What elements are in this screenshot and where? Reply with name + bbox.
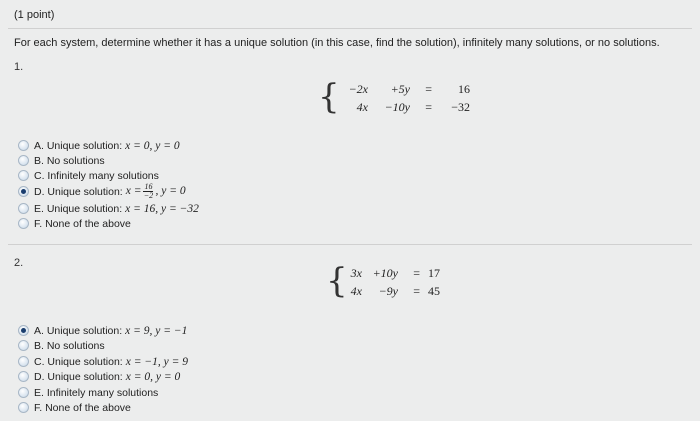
radio-button[interactable] (18, 170, 29, 181)
option-math-pre: x = (125, 185, 142, 198)
q2-option-f[interactable] (18, 400, 131, 415)
option-label: B. No solutions (34, 339, 105, 352)
q2-r1-y: +10y (372, 266, 398, 280)
option-label: E. Unique solution: (34, 202, 123, 215)
q2-option-c[interactable] (18, 354, 188, 369)
radio-button[interactable] (18, 340, 29, 351)
fraction-denominator: −2 (143, 191, 154, 200)
q1-option-d[interactable] (18, 184, 186, 199)
q2-option-a[interactable] (18, 323, 187, 338)
q2-r2-rhs: 45 (428, 284, 440, 298)
option-label: D. Unique solution: (34, 185, 123, 198)
option-label: F. None of the above (34, 401, 131, 414)
q2-option-e[interactable] (18, 385, 158, 400)
option-math: x = −1, y = 9 (125, 355, 188, 368)
q2-option-d[interactable] (18, 369, 180, 384)
question-divider (8, 244, 692, 245)
q2-r1-eq: = (413, 266, 420, 280)
q1-r1-y: +5y (390, 82, 410, 96)
q1-option-f[interactable] (18, 216, 131, 231)
header-divider (8, 28, 692, 29)
option-label: A. Unique solution: (34, 139, 123, 152)
radio-button[interactable] (18, 402, 29, 413)
q1-r1-x: −2x (348, 82, 368, 96)
q1-r2-eq: = (425, 100, 432, 114)
q2-r1-rhs: 17 (428, 266, 440, 280)
option-label: E. Infinitely many solutions (34, 386, 159, 399)
radio-button[interactable] (18, 140, 29, 151)
instructions-text: For each system, determine whether it has a unique solution (in this case, find the solution), infinitely many solutions, or no solutions. (14, 37, 660, 49)
option-label: C. Infinitely many solutions (34, 169, 159, 182)
radio-button-selected[interactable] (18, 186, 29, 197)
q2-r2-x: 4x (350, 284, 362, 298)
q1-option-a[interactable] (18, 138, 180, 153)
option-label: D. Unique solution: (34, 370, 123, 383)
q1-option-e[interactable] (18, 201, 199, 216)
radio-button[interactable] (18, 203, 29, 214)
q2-system (326, 262, 476, 302)
q1-system (318, 78, 478, 118)
option-label: C. Unique solution: (34, 355, 123, 368)
q2-option-b[interactable] (18, 338, 105, 353)
question-1-number: 1. (14, 61, 24, 73)
q2-r2-eq: = (413, 284, 420, 298)
fraction-numerator: 16 (144, 182, 153, 191)
option-label: B. No solutions (34, 154, 105, 167)
q2-brace: { (326, 261, 348, 301)
option-math: x = 0, y = 0 (125, 370, 181, 383)
q1-option-b[interactable] (18, 153, 105, 168)
radio-button[interactable] (18, 387, 29, 398)
option-math: x = 0, y = 0 (125, 139, 180, 152)
q2-r2-y: −9y (378, 284, 398, 298)
option-label: A. Unique solution: (34, 324, 123, 337)
q1-brace: { (318, 77, 340, 117)
points-label: (1 point) (14, 9, 55, 21)
question-2-number: 2. (14, 257, 24, 269)
radio-button[interactable] (18, 356, 29, 367)
option-label: F. None of the above (34, 217, 131, 230)
q1-r2-x: 4x (356, 100, 368, 114)
q1-r1-eq: = (425, 82, 432, 96)
radio-button[interactable] (18, 155, 29, 166)
q1-r1-rhs: 16 (458, 82, 470, 96)
radio-button[interactable] (18, 371, 29, 382)
radio-button-selected[interactable] (18, 325, 29, 336)
q1-r2-y: −10y (384, 100, 410, 114)
q2-r1-x: 3x (350, 266, 362, 280)
radio-button[interactable] (18, 218, 29, 229)
fraction (143, 183, 153, 200)
option-math: x = 9, y = −1 (125, 324, 188, 337)
q1-r2-rhs: −32 (451, 100, 470, 114)
option-math (126, 183, 186, 200)
option-math-post: , y = 0 (155, 185, 186, 198)
q1-option-c[interactable] (18, 168, 159, 183)
option-math: x = 16, y = −32 (125, 202, 199, 215)
